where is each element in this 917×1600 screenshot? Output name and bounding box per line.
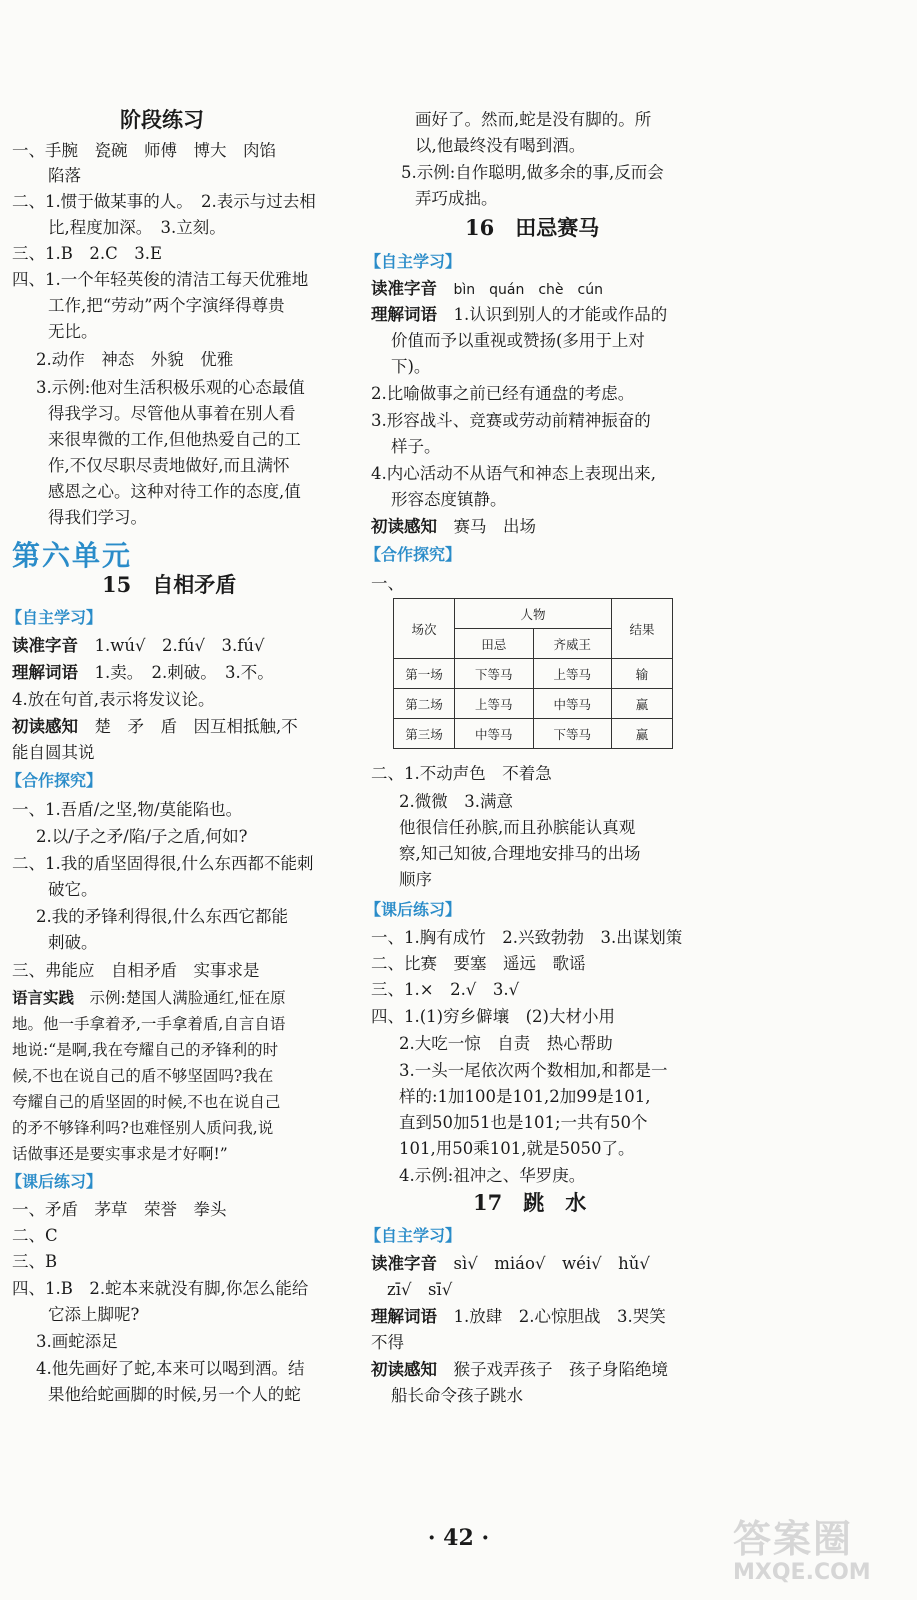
table-cell: 第二场 — [394, 689, 455, 719]
text-line: 刺破。 — [48, 933, 98, 952]
text-line: 他很信任孙膑,而且孙膑能认真观 — [399, 818, 636, 837]
lesson-title: 16 田忌赛马 — [465, 215, 600, 240]
page-number: · 42 · — [427, 1525, 490, 1551]
text-line: 样子。 — [391, 437, 441, 456]
text-line: 破它。 — [48, 880, 98, 899]
table-cell: 输 — [612, 659, 673, 689]
text-line: 夸耀自己的盾坚固的时候,不也在说自己 — [12, 1093, 281, 1111]
text-line: 5.示例:自作聪明,做多余的事,反而会 — [401, 163, 664, 182]
item-label: 理解词语 — [371, 305, 437, 324]
table-cell: 第三场 — [394, 719, 455, 749]
horse-race-table — [393, 598, 673, 749]
table-header: 田忌 — [455, 629, 534, 659]
lesson-title: 15 自相矛盾 — [102, 572, 237, 597]
text-line: 3.示例:他对生活积极乐观的心态最值 — [36, 378, 305, 397]
text-line: 3.形容战斗、竞赛或劳动前精神振奋的 — [371, 411, 651, 430]
text-line: 一、手腕 瓷碗 师傅 博大 肉馅 — [12, 141, 276, 160]
table-cell: 下等马 — [533, 719, 612, 749]
text-line: 二、1.我的盾坚固得很,什么东西都不能刺 — [12, 854, 314, 873]
text-line: 4.放在句首,表示将发议论。 — [12, 690, 215, 709]
text-line: 四、1.(1)穷乡僻壤 (2)大材小用 — [371, 1007, 615, 1026]
table-cell: 中等马 — [533, 689, 612, 719]
text-line: 一、1.吾盾/之坚,物/莫能陷也。 — [12, 800, 243, 819]
text-line: 不得 — [371, 1333, 404, 1352]
watermark-url: MXQE.COM — [733, 1560, 871, 1585]
text-line: zī√ sī√ — [387, 1280, 453, 1299]
item-label: 读准字音 — [12, 636, 78, 655]
table-header: 人物 — [455, 599, 612, 629]
watermark-logo — [725, 1500, 915, 1596]
text-line: 1.wú√ 2.fú√ 3.fú√ — [94, 636, 265, 655]
text-line: 1.卖。 2.刺破。 3.不。 — [94, 663, 274, 682]
text-line: 4.他先画好了蛇,本来可以喝到酒。结 — [36, 1359, 305, 1378]
text-line: 话做事还是要实事求是才好啊!” — [12, 1145, 228, 1163]
table-cell: 第一场 — [394, 659, 455, 689]
table-cell: 赢 — [612, 689, 673, 719]
text-line: 赛马 出场 — [453, 517, 536, 536]
item-label: 初读感知 — [371, 517, 437, 536]
text-line: 2.我的矛锋利得很,什么东西它都能 — [36, 907, 288, 926]
text-line: 工作,把“劳动”两个字演绎得尊贵 — [48, 296, 285, 315]
text-line: 2.以/子之矛/陷/子之盾,何如? — [36, 827, 248, 846]
text-line: 二、1.不动声色 不着急 — [371, 764, 552, 783]
text-line: 3.画蛇添足 — [36, 1332, 118, 1351]
text-line: 以,他最终没有喝到酒。 — [415, 136, 586, 155]
pinyin-line: bìn quán chè cún — [453, 282, 603, 298]
text-line: 2.微微 3.满意 — [399, 792, 513, 811]
text-line: 来很卑微的工作,但他热爱自己的工 — [48, 430, 301, 449]
text-line: 画好了。然而,蛇是没有脚的。所 — [415, 110, 652, 129]
text-line: 形容态度镇静。 — [391, 490, 507, 509]
item-label: 理解词语 — [12, 663, 78, 682]
table-header: 齐威王 — [533, 629, 612, 659]
section-tag: 【课后练习】 — [6, 1172, 103, 1191]
table-row — [394, 689, 673, 719]
text-line: 一、 — [371, 574, 404, 593]
lesson-title: 17 跳 水 — [473, 1190, 587, 1215]
text-line: 作,不仅尽职尽责地做好,而且满怀 — [48, 456, 290, 475]
text-line: 四、1.一个年轻英俊的清洁工每天优雅地 — [12, 270, 309, 289]
item-label: 读准字音 — [371, 279, 437, 298]
text-line: 三、1.B 2.C 3.E — [12, 244, 163, 263]
item-label: 语言实践 — [12, 988, 75, 1007]
text-line: 顺序 — [399, 870, 432, 889]
table-cell: 上等马 — [533, 659, 612, 689]
text-line: 察,知己知彼,合理地安排马的出场 — [399, 844, 641, 863]
text-line: 比,程度加深。 3.立刻。 — [48, 218, 226, 237]
table-cell: 赢 — [612, 719, 673, 749]
section-tag: 【合作探究】 — [365, 545, 462, 564]
text-line: 一、1.胸有成竹 2.兴致勃勃 3.出谋划策 — [371, 928, 683, 947]
section-tag: 【课后练习】 — [365, 900, 462, 919]
text-line: 1.认识到别人的才能或作品的 — [453, 305, 668, 324]
text-line: 4.内心活动不从语气和神态上表现出来, — [371, 464, 656, 483]
section-title: 阶段练习 — [120, 107, 204, 132]
table-header: 场次 — [394, 599, 455, 659]
text-line: 地。他一手拿着矛,一手拿着盾,自言自语 — [12, 1015, 286, 1033]
table-row — [394, 719, 673, 749]
text-line: 得我们学习。 — [48, 508, 147, 527]
text-line: 直到50加51也是101;一共有50个 — [399, 1113, 648, 1132]
text-line: 一、矛盾 茅草 荣誉 拳头 — [12, 1200, 227, 1219]
text-line: 价值而予以重视或赞扬(多用于上对 — [391, 331, 645, 350]
text-line: 果他给蛇画脚的时候,另一个人的蛇 — [48, 1385, 301, 1404]
text-line: 二、C — [12, 1226, 58, 1245]
unit-title: 第六单元 — [12, 539, 133, 572]
text-line: 无比。 — [48, 322, 98, 341]
text-line: 二、比赛 要塞 遥远 歌谣 — [371, 954, 586, 973]
section-tag: 【合作探究】 — [6, 771, 103, 790]
text-line: 楚 矛 盾 因互相抵触,不 — [94, 717, 298, 736]
text-line: 四、1.B 2.蛇本来就没有脚,你怎么能给 — [12, 1279, 309, 1298]
text-line: 示例:楚国人满脸通红,怔在原 — [89, 989, 286, 1007]
table-cell: 下等马 — [455, 659, 534, 689]
section-tag: 【自主学习】 — [6, 608, 103, 627]
text-line: 得我学习。尽管他从事着在别人看 — [48, 404, 296, 423]
table-row — [394, 659, 673, 689]
text-line: 三、1.× 2.√ 3.√ — [371, 980, 520, 999]
text-line: 2.比喻做事之前已经有通盘的考虑。 — [371, 384, 635, 403]
text-line: 船长命令孩子跳水 — [391, 1386, 523, 1405]
table-header: 结果 — [612, 599, 673, 659]
text-line: 它添上脚呢? — [48, 1305, 140, 1324]
text-line: 2.大吃一惊 自责 热心帮助 — [399, 1034, 613, 1053]
text-line: 3.一头一尾依次两个数相加,和都是一 — [399, 1061, 668, 1080]
section-tag: 【自主学习】 — [365, 252, 462, 271]
text-line: 能自圆其说 — [12, 743, 95, 762]
text-line: 样的:1加100是101,2加99是101, — [399, 1087, 651, 1106]
text-line: 猴子戏弄孩子 孩子身陷绝境 — [453, 1360, 668, 1379]
text-line: 弄巧成拙。 — [415, 189, 498, 208]
item-label: 初读感知 — [12, 717, 78, 736]
table-cell: 中等马 — [455, 719, 534, 749]
table-cell: 上等马 — [455, 689, 534, 719]
section-tag: 【自主学习】 — [365, 1226, 462, 1245]
text-line: 4.示例:祖冲之、华罗庚。 — [399, 1166, 586, 1185]
text-line: 三、B — [12, 1252, 58, 1271]
text-line: sì√ miáo√ wéi√ hǔ√ — [453, 1254, 650, 1273]
item-label: 读准字音 — [371, 1254, 437, 1273]
item-label: 理解词语 — [371, 1307, 437, 1326]
text-line: 候,不也在说自己的盾不够坚固吗?我在 — [12, 1067, 274, 1085]
text-line: 陷落 — [48, 166, 81, 185]
text-line: 三、弗能应 自相矛盾 实事求是 — [12, 961, 260, 980]
text-line: 地说:“是啊,我在夸耀自己的矛锋利的时 — [12, 1041, 279, 1059]
text-line: 二、1.惯于做某事的人。 2.表示与过去相 — [12, 192, 316, 211]
text-line: 下)。 — [391, 357, 431, 376]
text-line: 1.放肆 2.心惊胆战 3.哭笑 — [453, 1307, 666, 1326]
text-line: 的矛不够锋利吗?也难怪别人质问我,说 — [12, 1119, 274, 1137]
text-line: 感恩之心。这种对待工作的态度,值 — [48, 482, 301, 501]
text-line: 2.动作 神态 外貌 优雅 — [36, 350, 234, 369]
text-line: 101,用50乘101,就是5050了。 — [399, 1139, 635, 1158]
item-label: 初读感知 — [371, 1360, 437, 1379]
watermark-text: 答案圈 — [733, 1517, 854, 1561]
